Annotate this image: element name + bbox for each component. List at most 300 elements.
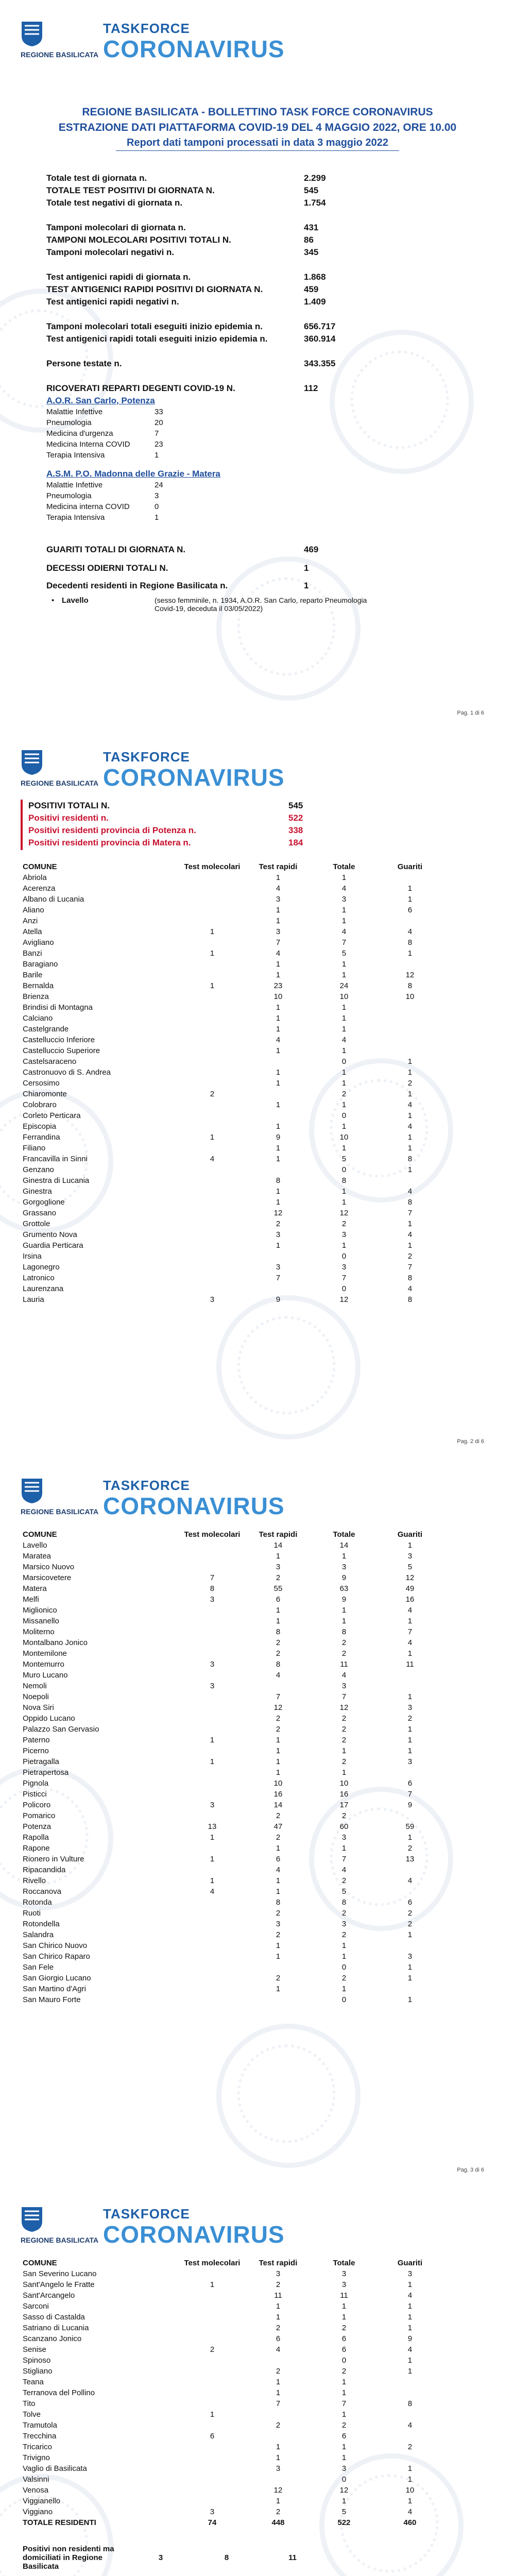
value-cell: 1 [210,1833,215,1842]
value-cell: 3 [341,1920,347,1928]
value-cell: 2 [407,1844,413,1853]
value-cell [179,1973,245,1984]
table-row [21,1002,443,1013]
table-row [21,1035,443,1045]
table-row [21,1778,443,1789]
value-cell: 1 [407,1068,413,1077]
comune-cell: Matera [23,1584,47,1593]
comune-cell: Grassano [23,1209,57,1217]
comune-cell: Trecchina [23,2432,57,2441]
value-cell: 3 [276,1920,281,1928]
value-cell [179,1713,245,1724]
value-cell: 49 [405,1584,415,1593]
value-cell: 3 [407,1552,413,1561]
value-cell [179,2463,245,2474]
value-cell [179,1056,245,1067]
value-cell: 2 [407,1920,413,1928]
report-date-heading: Report dati tamponi processati in data 3 maggio 2022 [127,137,388,148]
table-row [21,1843,443,1854]
value-cell [377,1767,443,1778]
value-cell: 0 [341,1284,347,1293]
table-row [21,1713,443,1724]
value-cell: 6 [210,2432,215,2441]
table-row [21,2312,443,2323]
value-cell: 7 [407,1263,413,1272]
value-cell: 8 [224,2553,229,2562]
value-cell: 4 [407,2507,413,2516]
value-cell: 2 [341,1757,347,1766]
comune-cell: Muro Lucano [23,1671,68,1680]
value-cell: 1 [276,1241,281,1250]
report-page-1 [0,0,515,728]
value-cell: 2 [276,2367,281,2376]
value-cell [179,1648,245,1659]
value-cell: 2 [407,1909,413,1918]
comune-cell: Francavilla in Sinni [23,1155,88,1163]
value-cell: 9 [407,1801,413,1809]
value-cell [179,1984,245,1994]
value-cell [245,1164,311,1175]
value-cell: 8 [407,981,413,990]
page-number: Pag. 2 di 6 [457,1438,484,1445]
value-cell: 1 [276,2443,281,2451]
regione-crest-icon [21,1478,43,1504]
table-row [21,1551,443,1562]
value-cell: 2 [276,1974,281,1982]
value-cell [260,2574,325,2576]
value-cell: 2 [341,1714,347,1723]
value-cell: 14 [273,1801,283,1809]
table-row [21,1099,443,1110]
value-cell: 4 [407,1606,413,1615]
value-cell: 8 [407,1155,413,1163]
table-row [21,2387,443,2398]
value-cell: 0 [341,1252,347,1261]
table-row [21,1186,443,1197]
logo-brand-main: CORONAVIRUS [103,36,285,62]
value-cell: 1 [276,1198,281,1207]
summary-value: 360.914 [304,334,336,344]
table-row [21,1626,443,1637]
table-row [21,2323,443,2333]
value-cell [179,1273,245,1283]
value-cell: 11 [406,1660,414,1669]
value-cell [194,2574,260,2576]
logo-brand-top: TASKFORCE [103,2206,190,2222]
value-cell [179,2366,245,2377]
value-cell: 4 [407,1284,413,1293]
value-cell [179,2312,245,2323]
ward-label: Malattie Infettive [46,408,103,416]
comune-cell: Castronuovo di S. Andrea [23,1068,111,1077]
column-header: Totale [333,1530,355,1539]
summary-value: 545 [288,801,303,810]
comune-cell: Roccanova [23,1887,62,1896]
value-cell: 3 [276,927,281,936]
summary-label: Positivi residenti n. [28,813,109,823]
value-cell: 1 [210,1133,215,1142]
comune-cell: Missanello [23,1617,59,1625]
value-cell: 1 [407,2497,413,2505]
column-header: Totale [333,2259,355,2267]
value-cell: 1 [276,1068,281,1077]
value-cell: 1 [210,981,215,990]
comune-cell: Filiano [23,1144,46,1153]
value-cell [179,1035,245,1045]
value-cell [179,1702,245,1713]
value-cell: 7 [276,1692,281,1701]
comune-cell: Abriola [23,873,47,882]
comune-cell: San Severino Lucano [23,2269,97,2278]
value-cell: 8 [407,1198,413,1207]
value-cell: 1 [407,1963,413,1972]
table-row [21,1045,443,1056]
table-row [21,1886,443,1897]
value-cell: 6 [341,2345,347,2354]
comune-cell: Chiaromonte [23,1090,67,1098]
ward-label: Terapia Intensiva [46,451,105,460]
logo-brand-top: TASKFORCE [103,21,190,36]
value-cell [179,1605,245,1616]
value-cell [179,1897,245,1908]
summary-value: 545 [304,185,319,195]
comune-cell: Noepoli [23,1692,49,1701]
comune-cell: Picerno [23,1747,49,1755]
value-cell [179,1197,245,1208]
table-row [21,1208,443,1218]
value-cell: 1 [276,1079,281,1088]
comune-cell: Paterno [23,1736,50,1744]
comune-cell: Aliano [23,906,44,914]
comune-cell: Miglionico [23,1606,57,1615]
value-cell [377,1865,443,1875]
value-cell: 3 [210,1595,215,1604]
value-cell: 6 [407,906,413,914]
value-cell: 4 [341,884,347,893]
value-cell: 7 [341,1855,347,1863]
value-cell [179,2268,245,2279]
value-cell: 2 [210,2345,215,2354]
value-cell: 3 [276,2269,281,2278]
table-row [21,1875,443,1886]
table-row [21,1962,443,1973]
comune-cell: Stigliano [23,2367,53,2376]
comune-cell: Montemurro [23,1660,64,1669]
value-cell: 1 [341,906,347,914]
comune-cell: Satriano di Lucania [23,2324,89,2332]
value-cell [179,2420,245,2431]
value-cell: 1 [407,2324,413,2332]
value-cell: 7 [276,1274,281,1282]
value-cell: 2 [276,1725,281,1734]
comune-cell: Irsina [23,1252,42,1261]
value-cell [179,1810,245,1821]
value-cell: 8 [407,1295,413,1304]
table-row [21,948,443,959]
comune-cell: Sasso di Castalda [23,2313,85,2321]
deceased-bullet: • [52,596,55,605]
value-cell: 1 [276,960,281,969]
value-cell: 2 [276,1811,281,1820]
comune-cell: Barile [23,971,43,979]
table-row [21,1940,443,1951]
value-cell: 8 [276,1898,281,1907]
value-cell [325,2541,391,2574]
value-cell [179,1240,245,1251]
value-cell: 0 [341,2475,347,2484]
comune-cell: Cersosimo [23,1079,60,1088]
value-cell [377,1940,443,1951]
summary-label: Positivi residenti provincia di Matera n. [28,838,191,848]
comune-cell: Montalbano Jonico [23,1638,88,1647]
comune-cell: San Chirico Nuovo [23,1941,88,1950]
value-cell: 1 [210,949,215,958]
value-cell: 1 [210,1757,215,1766]
ward-value: 1 [154,513,159,522]
value-cell: 5 [341,949,347,958]
comune-cell: Acerenza [23,884,56,893]
value-cell: 11 [340,1660,348,1669]
value-cell: 1 [341,1552,347,1561]
comune-cell: Tito [23,2399,36,2408]
value-cell: 10 [339,992,349,1001]
value-cell [179,1229,245,1240]
value-cell: 1 [341,2443,347,2451]
summary-value: 459 [304,284,319,294]
comune-cell: Rivello [23,1876,46,1885]
value-cell: 2 [341,1876,347,1885]
table-row [21,1262,443,1273]
value-cell [179,916,245,926]
comune-cell: Laurenzana [23,1284,64,1293]
value-cell: 1 [276,2302,281,2311]
value-cell [179,1186,245,1197]
value-cell: 1 [407,1747,413,1755]
table-row [21,1789,443,1800]
column-header: Guariti [397,1530,423,1539]
table-row [21,1013,443,1024]
table-row [21,1897,443,1908]
table-row [21,2290,443,2301]
value-cell [245,1994,311,2005]
value-cell: 1 [276,1952,281,1961]
value-cell: 3 [210,1660,215,1669]
value-cell [179,1670,245,1681]
value-cell: 55 [273,1584,283,1593]
value-cell [179,1908,245,1919]
ward-value: 0 [154,502,159,511]
value-cell: 6 [276,1595,281,1604]
table-row [21,1540,443,1551]
comune-cell: Tricarico [23,2443,52,2451]
value-cell [377,1681,443,1691]
value-cell: 9 [276,1295,281,1304]
column-header: Test rapidi [259,862,298,871]
value-cell: 5 [341,1887,347,1896]
comune-cell: Sarconi [23,2302,49,2311]
value-cell: 4 [276,949,281,958]
value-cell [179,1691,245,1702]
table-row [21,1691,443,1702]
table-header-row [21,1529,443,1540]
value-cell: 1 [276,1187,281,1196]
table-row [21,1067,443,1078]
value-cell: 1 [341,917,347,925]
value-cell: 1 [210,2410,215,2419]
hospital-title: A.S.M. P.O. Madonna delle Grazie - Matera [46,469,220,479]
table-row [21,1810,443,1821]
comune-cell: Pignola [23,1779,49,1788]
table-row [21,1143,443,1154]
decessi-label: DECESSI ODIERNI TOTALI N. [46,563,168,573]
value-cell: 1 [276,1941,281,1950]
comune-cell: Marsico Nuovo [23,1563,75,1571]
comune-cell: Sant'Arcangelo [23,2291,75,2300]
report-page-4 [0,2185,515,2576]
value-cell: 8 [276,1176,281,1185]
summary-label: Persone testate n. [46,359,122,368]
value-cell [179,1208,245,1218]
value-cell: 2 [276,1833,281,1842]
value-cell: 1 [276,2497,281,2505]
table-row [21,2463,443,2474]
value-cell: 1 [276,1552,281,1561]
value-cell [377,2452,443,2463]
table-row [21,1132,443,1143]
value-cell [179,2377,245,2387]
value-cell: 3 [276,1263,281,1272]
comune-cell: Avigliano [23,938,54,947]
value-cell: 2 [341,1649,347,1658]
value-cell: 3 [341,2269,347,2278]
decessi-value: 1 [304,563,309,573]
value-cell: 1 [407,2302,413,2311]
value-cell: 1 [407,1541,413,1550]
value-cell: 10 [405,2486,415,2495]
value-cell: 1 [276,1844,281,1853]
value-cell [325,2574,391,2576]
value-cell: 1 [276,1025,281,1033]
table-row [21,1154,443,1164]
comune-cell: Rotonda [23,1898,52,1907]
comune-cell: Grumento Nova [23,1230,77,1239]
value-cell: 24 [339,981,349,990]
table-row [21,2420,443,2431]
comune-cell: Senise [23,2345,46,2354]
category-cell [21,2574,128,2576]
summary-value: 2.299 [304,173,326,183]
logo-brand-main: CORONAVIRUS [103,1493,285,1519]
value-cell: 7 [407,1790,413,1799]
logo-region-label: REGIONE BASILICATA [21,2236,99,2244]
value-cell: 8 [407,1274,413,1282]
value-cell: 1 [407,1725,413,1734]
comune-cell: Valsinni [23,2475,49,2484]
table-row [21,991,443,1002]
value-cell: 1 [276,1747,281,1755]
value-cell: 2 [276,1219,281,1228]
value-cell: 11 [274,2291,282,2300]
value-cell: 1 [341,1941,347,1950]
value-cell: 4 [407,1100,413,1109]
comune-cell: Castelluccio Superiore [23,1046,100,1055]
comune-cell: Viggiano [23,2507,53,2516]
table-row [21,1251,443,1262]
value-cell: 63 [339,1584,349,1593]
value-cell: 1 [407,2464,413,2473]
table-row [21,2496,443,2506]
value-cell [245,1962,311,1973]
column-header: COMUNE [23,862,57,871]
value-cell: 1 [341,1187,347,1196]
value-cell: 1 [210,2280,215,2289]
value-cell [377,959,443,970]
value-cell: 3 [407,2269,413,2278]
comune-cell: Venosa [23,2486,49,2495]
value-cell [179,872,245,883]
comune-cell: San Martino d'Agri [23,1985,86,1993]
value-cell: 12 [273,1209,283,1217]
value-cell: 1 [341,1068,347,1077]
value-cell: 13 [208,1822,217,1831]
value-cell: 6 [407,1779,413,1788]
value-cell: 8 [341,1176,347,1185]
deceased-note: (sesso femminile, n. 1934, A.O.R. San Carlo, reparto Pneumologia Covid-19, deceduta il 03/05/2022) [154,596,367,613]
value-cell: 8 [407,2399,413,2408]
table-row [21,2517,443,2528]
ward-value: 24 [154,481,163,489]
value-cell [377,1984,443,1994]
value-cell: 1 [276,1014,281,1023]
comune-cell: Policoro [23,1801,51,1809]
value-cell: 2 [276,1930,281,1939]
table-header-row [21,861,443,872]
value-cell: 1 [407,1692,413,1701]
comune-cell: Moliterno [23,1628,55,1636]
value-cell: 4 [407,1122,413,1131]
table-row [21,1919,443,1929]
value-cell: 12 [273,2486,283,2495]
value-cell: 11 [340,2291,348,2300]
table-row [21,1583,443,1594]
table-row [21,1164,443,1175]
value-cell [179,1929,245,1940]
summary-value: 112 [304,383,318,393]
value-cell: 4 [341,1671,347,1680]
value-cell: 3 [341,1263,347,1272]
value-cell: 1 [407,1995,413,2004]
value-cell: 2 [341,1930,347,1939]
value-cell [179,1013,245,1024]
value-cell: 1 [407,1219,413,1228]
summary-value: 343.355 [304,359,336,368]
comuni-table [21,861,443,1305]
value-cell: 2 [341,2367,347,2376]
table-row [21,1637,443,1648]
value-cell: 7 [276,938,281,947]
value-cell [179,905,245,916]
comune-cell: Trivigno [23,2453,50,2462]
value-cell: 1 [276,917,281,925]
value-cell: 1 [341,1003,347,1012]
table-row [21,1745,443,1756]
value-cell: 8 [276,1660,281,1669]
value-cell: 1 [407,2367,413,2376]
value-cell: 11 [288,2553,297,2562]
table-row [21,1273,443,1283]
value-cell: 7 [341,2399,347,2408]
hospital-title: A.O.R. San Carlo, Potenza [46,396,155,405]
